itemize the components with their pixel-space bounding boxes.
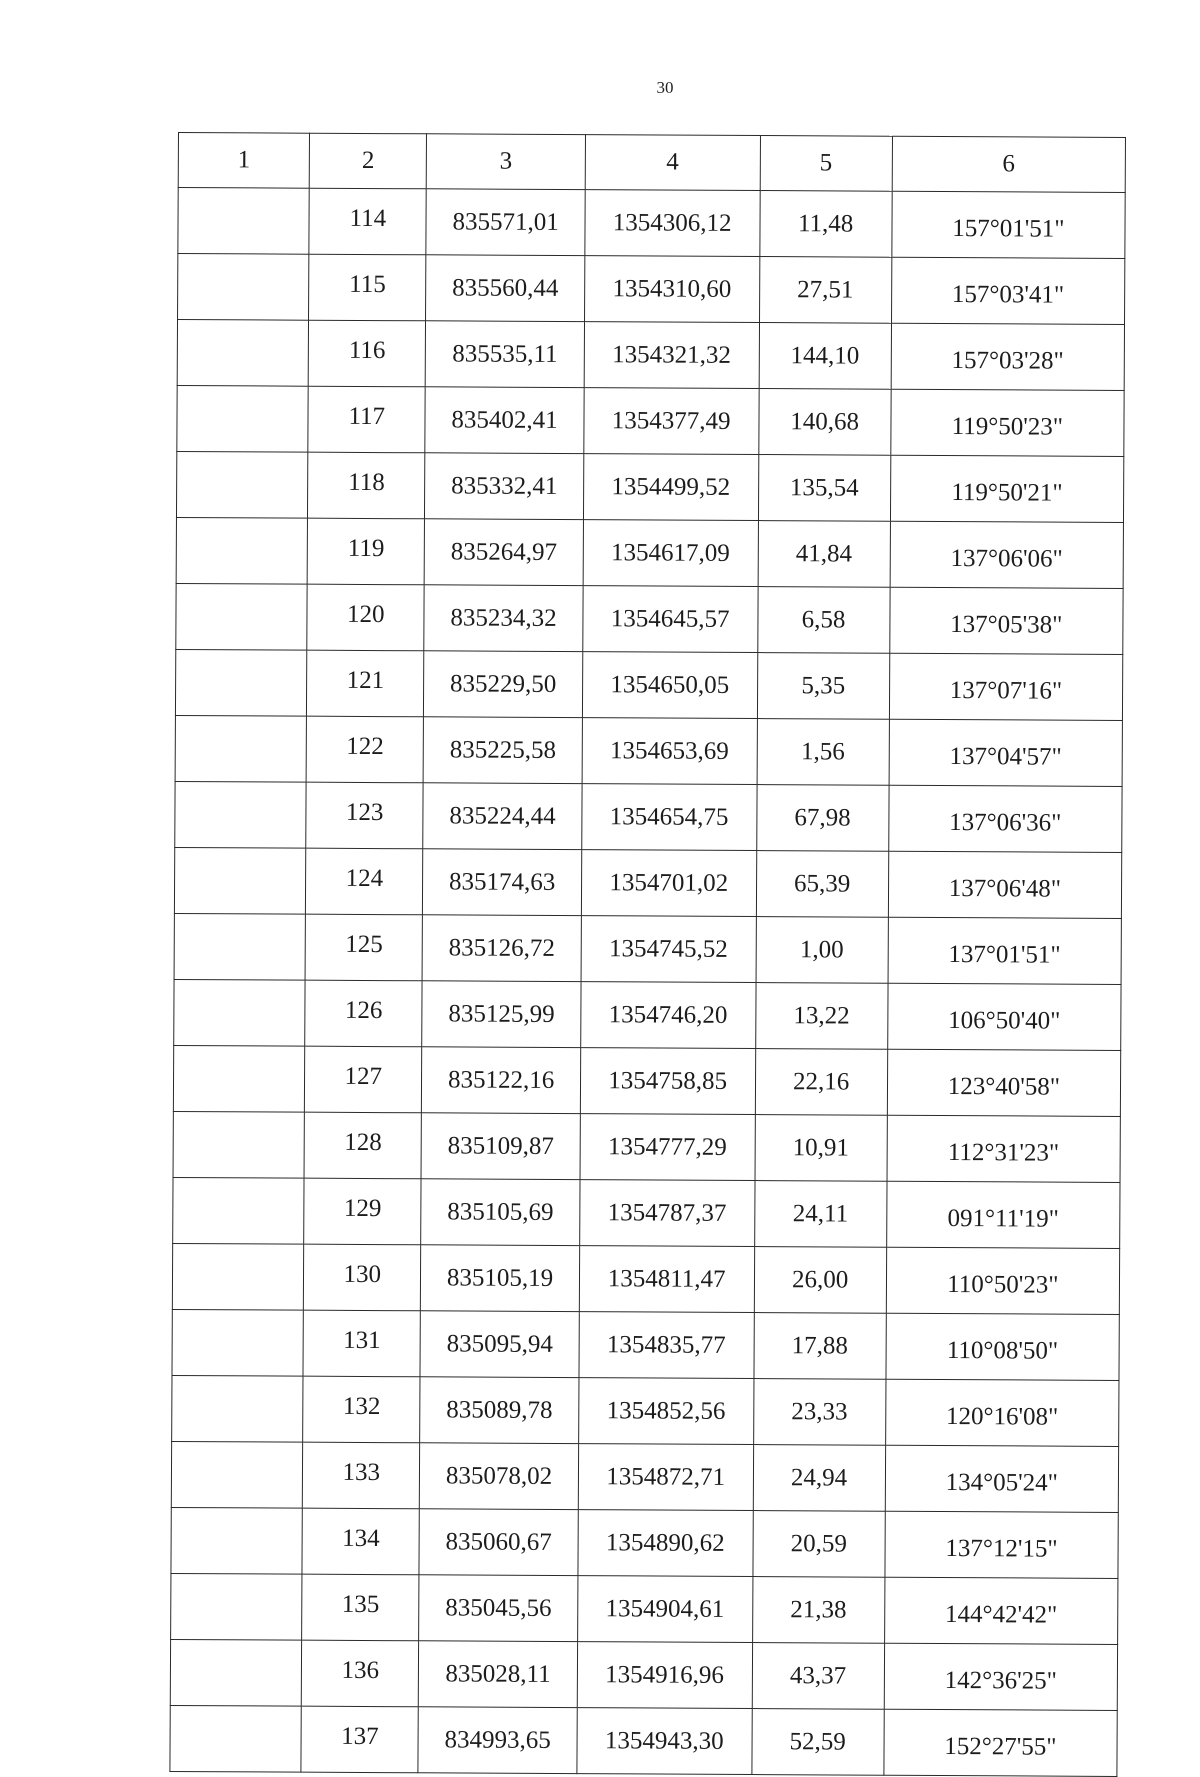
section-cell <box>176 451 308 518</box>
bearing-cell: 137°07'16" <box>889 653 1123 720</box>
point-number-cell: 124 <box>306 848 423 915</box>
distance-cell: 10,91 <box>755 1115 888 1182</box>
point-number-cell: 115 <box>309 254 426 321</box>
table-row <box>171 1507 1118 1578</box>
point-number-cell: 117 <box>308 386 425 453</box>
bearing-cell: 142°36'25" <box>884 1643 1118 1710</box>
table-row <box>171 1441 1118 1512</box>
bearing-cell: 137°12'15" <box>885 1511 1119 1578</box>
column-header-2: 2 <box>309 133 426 189</box>
column-header-4: 4 <box>585 135 760 191</box>
x-coordinate-cell: 835224,44 <box>423 783 582 850</box>
y-coordinate-cell: 1354746,20 <box>581 982 756 1049</box>
bearing-cell: 137°01'51" <box>888 917 1122 984</box>
bearing-cell: 134°05'24" <box>885 1445 1119 1512</box>
y-coordinate-cell: 1354758,85 <box>580 1048 755 1115</box>
section-cell <box>174 913 306 980</box>
y-coordinate-cell: 1354306,12 <box>585 190 760 257</box>
point-number-cell: 127 <box>305 1046 422 1113</box>
x-coordinate-cell: 835105,69 <box>421 1179 580 1246</box>
bearing-cell: 152°27'55" <box>884 1709 1118 1776</box>
table-row <box>174 913 1121 984</box>
y-coordinate-cell: 1354310,60 <box>584 256 759 323</box>
distance-cell: 135,54 <box>758 455 891 522</box>
distance-cell: 5,35 <box>757 653 890 720</box>
point-number-cell: 126 <box>305 980 422 1047</box>
table-row <box>172 1375 1119 1446</box>
bearing-cell: 157°03'28" <box>891 323 1125 390</box>
bearing-cell: 123°40'58" <box>887 1049 1121 1116</box>
distance-cell: 67,98 <box>756 785 889 852</box>
point-number-cell: 129 <box>304 1178 421 1245</box>
bearing-cell: 137°06'06" <box>890 521 1124 588</box>
distance-cell: 41,84 <box>758 521 891 588</box>
table-row <box>173 1045 1120 1116</box>
section-cell <box>175 649 307 716</box>
bearing-cell: 110°08'50" <box>886 1313 1120 1380</box>
bearing-cell: 157°03'41" <box>891 257 1125 324</box>
x-coordinate-cell: 835078,02 <box>420 1443 579 1510</box>
section-cell <box>178 254 310 321</box>
table-row <box>176 451 1123 522</box>
y-coordinate-cell: 1354852,56 <box>578 1378 753 1445</box>
x-coordinate-cell: 835174,63 <box>423 849 582 916</box>
bearing-cell: 157°01'51" <box>892 191 1126 258</box>
distance-cell: 22,16 <box>755 1049 888 1116</box>
table-row <box>176 517 1123 588</box>
section-cell <box>175 781 307 848</box>
point-number-cell: 132 <box>303 1376 420 1443</box>
point-number-cell: 119 <box>307 518 424 585</box>
point-number-cell: 114 <box>309 188 426 255</box>
point-number-cell: 120 <box>307 584 424 651</box>
column-header-5: 5 <box>760 136 893 192</box>
point-number-cell: 131 <box>303 1310 420 1377</box>
table-row <box>175 781 1122 852</box>
x-coordinate-cell: 835089,78 <box>420 1377 579 1444</box>
table-row <box>175 715 1122 786</box>
y-coordinate-cell: 1354377,49 <box>584 388 759 455</box>
point-number-cell: 123 <box>306 782 423 849</box>
x-coordinate-cell: 835264,97 <box>424 519 583 586</box>
table-row <box>173 1111 1120 1182</box>
column-header-6: 6 <box>892 136 1126 192</box>
section-cell <box>173 1111 305 1178</box>
table-row <box>170 1639 1117 1710</box>
bearing-cell: 119°50'21" <box>890 455 1124 522</box>
table-row <box>176 583 1123 654</box>
y-coordinate-cell: 1354653,69 <box>582 718 757 785</box>
x-coordinate-cell: 835028,11 <box>419 1641 578 1708</box>
x-coordinate-cell: 834993,65 <box>418 1707 577 1774</box>
x-coordinate-cell: 835122,16 <box>422 1047 581 1114</box>
y-coordinate-cell: 1354943,30 <box>577 1708 752 1775</box>
x-coordinate-cell: 835095,94 <box>420 1311 579 1378</box>
section-cell <box>171 1573 303 1640</box>
section-cell <box>172 1375 304 1442</box>
y-coordinate-cell: 1354890,62 <box>578 1510 753 1577</box>
point-number-cell: 118 <box>308 452 425 519</box>
point-number-cell: 130 <box>304 1244 421 1311</box>
bearing-cell: 137°05'38" <box>890 587 1124 654</box>
section-cell <box>173 1177 305 1244</box>
y-coordinate-cell: 1354499,52 <box>583 454 758 521</box>
x-coordinate-cell: 835332,41 <box>425 453 584 520</box>
bearing-cell: 120°16'08" <box>885 1379 1119 1446</box>
y-coordinate-cell: 1354811,47 <box>579 1246 754 1313</box>
x-coordinate-cell: 835105,19 <box>421 1245 580 1312</box>
table-row <box>174 847 1121 918</box>
section-cell <box>170 1639 302 1706</box>
y-coordinate-cell: 1354617,09 <box>583 520 758 587</box>
y-coordinate-cell: 1354701,02 <box>581 850 756 917</box>
table-row <box>171 1573 1118 1644</box>
distance-cell: 20,59 <box>752 1511 885 1578</box>
column-header-1: 1 <box>178 133 310 189</box>
x-coordinate-cell: 835109,87 <box>421 1113 580 1180</box>
table-header-row <box>178 133 1125 193</box>
point-number-cell: 121 <box>307 650 424 717</box>
distance-cell: 140,68 <box>758 389 891 456</box>
section-cell <box>173 1045 305 1112</box>
point-number-cell: 134 <box>302 1508 419 1575</box>
distance-cell: 26,00 <box>754 1247 887 1314</box>
distance-cell: 13,22 <box>755 983 888 1050</box>
point-number-cell: 125 <box>305 914 422 981</box>
bearing-cell: 112°31'23" <box>887 1115 1121 1182</box>
distance-cell: 24,94 <box>753 1445 886 1512</box>
x-coordinate-cell: 835234,32 <box>424 585 583 652</box>
column-header-3: 3 <box>427 134 586 190</box>
distance-cell: 65,39 <box>756 851 889 918</box>
distance-cell: 23,33 <box>753 1379 886 1446</box>
point-number-cell: 135 <box>302 1574 419 1641</box>
table-row <box>177 320 1124 391</box>
distance-cell: 27,51 <box>759 257 892 324</box>
y-coordinate-cell: 1354654,75 <box>582 784 757 851</box>
bearing-cell: 137°06'36" <box>888 785 1122 852</box>
point-number-cell: 128 <box>304 1112 421 1179</box>
distance-cell: 6,58 <box>757 587 890 654</box>
distance-cell: 21,38 <box>752 1577 885 1644</box>
y-coordinate-cell: 1354745,52 <box>581 916 756 983</box>
section-cell <box>177 385 309 452</box>
y-coordinate-cell: 1354904,61 <box>577 1576 752 1643</box>
bearing-cell: 106°50'40" <box>887 983 1121 1050</box>
section-cell <box>174 979 306 1046</box>
table-body <box>170 188 1125 1777</box>
section-cell <box>171 1441 303 1508</box>
coordinates-table <box>169 132 1126 1777</box>
x-coordinate-cell: 835535,11 <box>426 321 585 388</box>
y-coordinate-cell: 1354872,71 <box>578 1444 753 1511</box>
section-cell <box>175 715 307 782</box>
point-number-cell: 133 <box>303 1442 420 1509</box>
table-row <box>174 979 1121 1050</box>
x-coordinate-cell: 835402,41 <box>425 387 584 454</box>
distance-cell: 17,88 <box>753 1313 886 1380</box>
distance-cell: 52,59 <box>751 1709 884 1776</box>
section-cell <box>170 1705 302 1772</box>
point-number-cell: 122 <box>306 716 423 783</box>
distance-cell: 1,00 <box>756 917 889 984</box>
page-number: 30 <box>656 78 674 97</box>
bearing-cell: 110°50'23" <box>886 1247 1120 1314</box>
table-row <box>170 1705 1117 1776</box>
x-coordinate-cell: 835126,72 <box>422 915 581 982</box>
bearing-cell: 091°11'19" <box>886 1181 1120 1248</box>
section-cell <box>172 1243 304 1310</box>
y-coordinate-cell: 1354321,32 <box>584 322 759 389</box>
x-coordinate-cell: 835045,56 <box>419 1575 578 1642</box>
point-number-cell: 137 <box>301 1706 418 1773</box>
x-coordinate-cell: 835229,50 <box>424 651 583 718</box>
x-coordinate-cell: 835060,67 <box>419 1509 578 1576</box>
section-cell <box>177 320 309 387</box>
bearing-cell: 137°06'48" <box>888 851 1122 918</box>
table-row <box>178 188 1125 259</box>
bearing-cell: 119°50'23" <box>891 389 1125 456</box>
section-cell <box>178 188 310 255</box>
section-cell <box>176 517 308 584</box>
section-cell <box>172 1309 304 1376</box>
section-cell <box>176 583 308 650</box>
table-row <box>175 649 1122 720</box>
distance-cell: 24,11 <box>754 1181 887 1248</box>
section-cell <box>174 847 306 914</box>
y-coordinate-cell: 1354777,29 <box>580 1114 755 1181</box>
point-number-cell: 116 <box>308 320 425 387</box>
table-row <box>178 254 1125 325</box>
table-row <box>172 1243 1119 1314</box>
x-coordinate-cell: 835560,44 <box>426 255 585 322</box>
table-row <box>177 385 1124 456</box>
bearing-cell: 137°04'57" <box>889 719 1123 786</box>
y-coordinate-cell: 1354645,57 <box>583 586 758 653</box>
table-row <box>172 1309 1119 1380</box>
y-coordinate-cell: 1354650,05 <box>582 652 757 719</box>
distance-cell: 11,48 <box>759 191 892 258</box>
point-number-cell: 136 <box>301 1640 418 1707</box>
table-row <box>173 1177 1120 1248</box>
x-coordinate-cell: 835225,58 <box>423 717 582 784</box>
y-coordinate-cell: 1354916,96 <box>577 1642 752 1709</box>
bearing-cell: 144°42'42" <box>884 1577 1118 1644</box>
distance-cell: 43,37 <box>752 1643 885 1710</box>
y-coordinate-cell: 1354787,37 <box>580 1180 755 1247</box>
distance-cell: 144,10 <box>759 323 892 390</box>
section-cell <box>171 1507 303 1574</box>
y-coordinate-cell: 1354835,77 <box>579 1312 754 1379</box>
x-coordinate-cell: 835125,99 <box>422 981 581 1048</box>
distance-cell: 1,56 <box>757 719 890 786</box>
x-coordinate-cell: 835571,01 <box>426 189 585 256</box>
